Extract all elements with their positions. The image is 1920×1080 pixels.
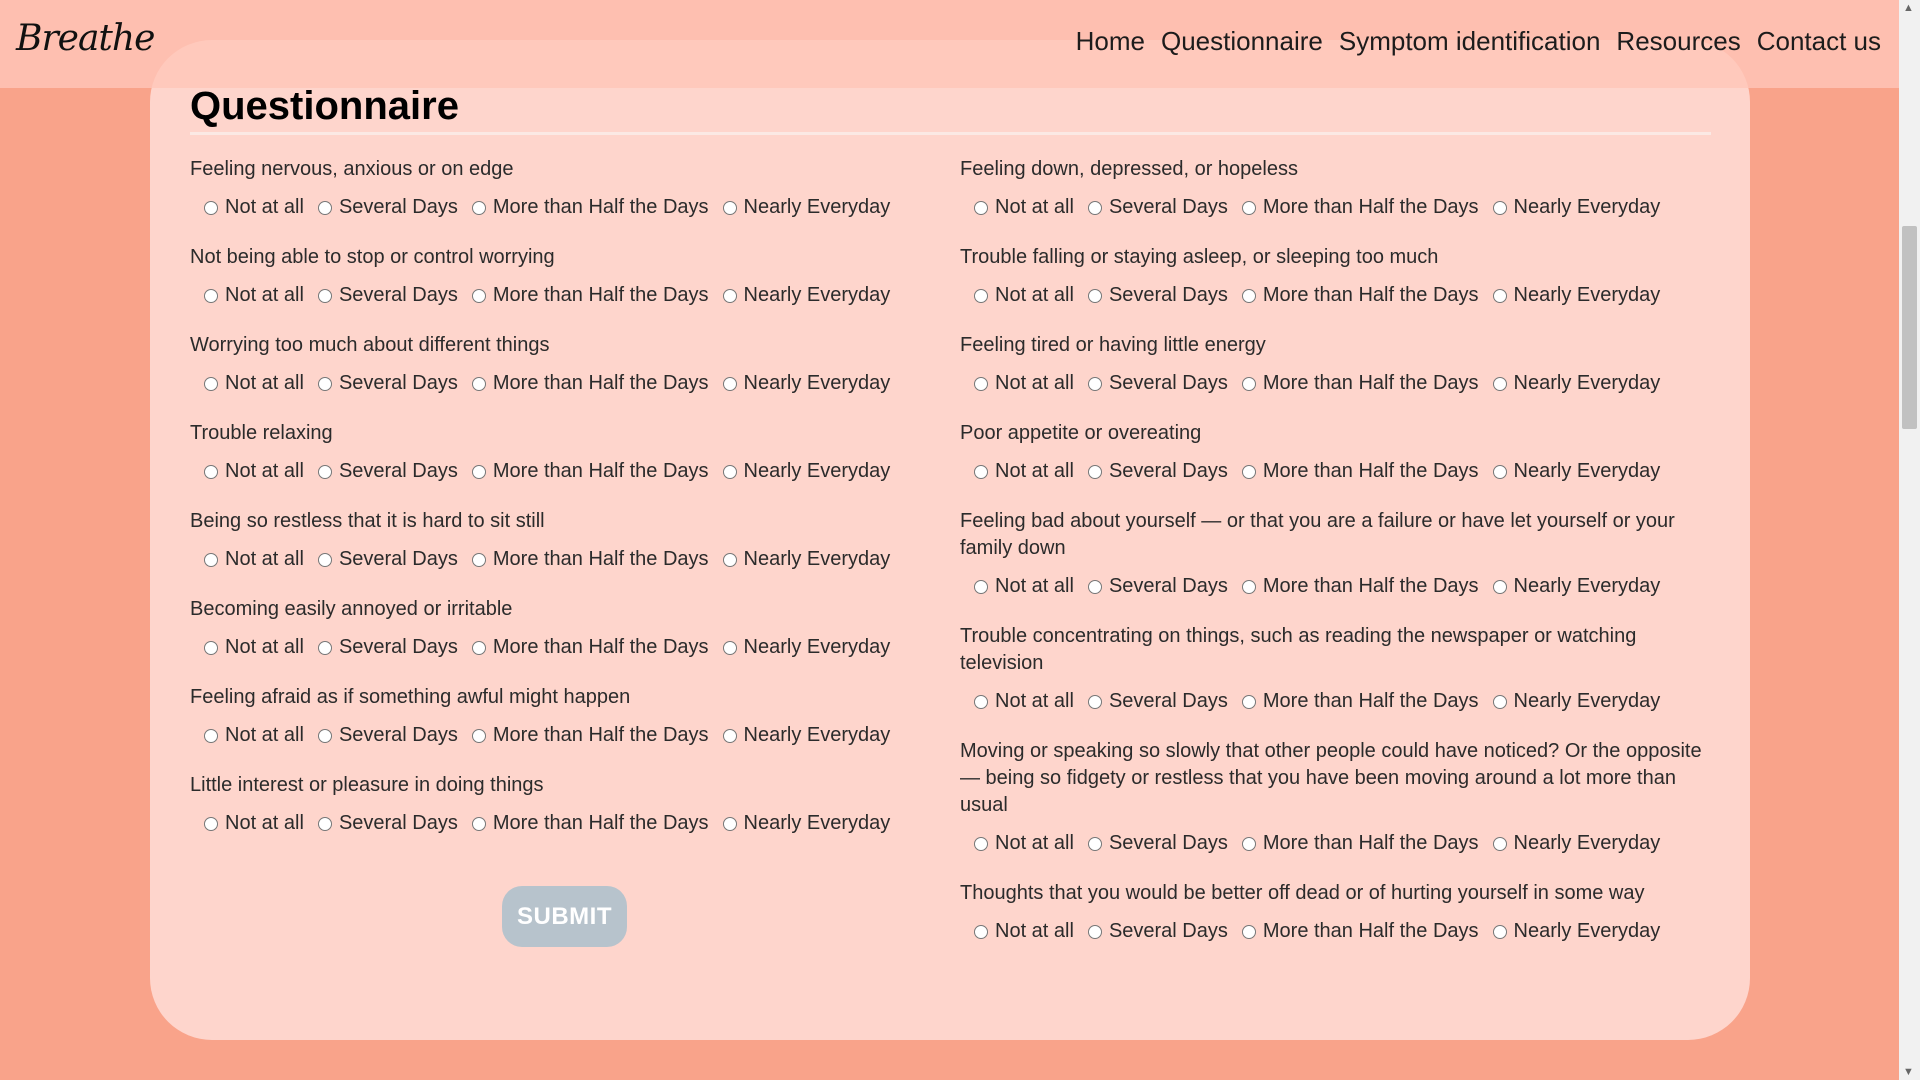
option-not-at-all[interactable]	[200, 196, 304, 219]
option-several-days[interactable]	[1084, 372, 1228, 395]
radio-nearly-everyday[interactable]	[1493, 465, 1507, 479]
scroll-up-arrow-icon[interactable]: ▲	[1903, 2, 1914, 14]
radio-nearly-everyday[interactable]	[723, 289, 737, 303]
option-several-days[interactable]	[1084, 284, 1228, 307]
radio-nearly-everyday[interactable]	[723, 553, 737, 567]
option-label: Not at all	[995, 690, 1074, 712]
option-nearly-everyday[interactable]	[719, 724, 891, 747]
radio-nearly-everyday[interactable]	[1493, 377, 1507, 391]
answer-options	[970, 196, 1720, 219]
option-nearly-everyday[interactable]	[719, 372, 891, 395]
radio-several-days[interactable]	[1088, 465, 1102, 479]
option-several-days[interactable]	[1084, 920, 1228, 943]
nav-links	[1076, 26, 1881, 57]
option-label: Nearly Everyday	[1513, 920, 1661, 942]
option-label: Nearly Everyday	[1513, 372, 1661, 394]
radio-not-at-all[interactable]	[204, 817, 218, 831]
question-text: Thoughts that you would be better off dead or of hurting yourself in some way	[960, 882, 1645, 904]
option-label: More than Half the Days	[492, 548, 709, 570]
radio-nearly-everyday[interactable]	[723, 641, 737, 655]
radio-not-at-all[interactable]	[974, 925, 988, 939]
radio-more-than-half[interactable]	[1242, 837, 1256, 851]
question-text: Trouble relaxing	[190, 422, 333, 444]
option-several-days[interactable]	[314, 548, 458, 571]
question-item	[190, 156, 950, 219]
radio-several-days[interactable]	[318, 729, 332, 743]
option-more-than-half[interactable]	[468, 284, 709, 307]
option-label: Nearly Everyday	[743, 812, 891, 834]
option-not-at-all[interactable]	[970, 690, 1074, 713]
radio-several-days[interactable]	[318, 553, 332, 567]
radio-not-at-all[interactable]	[974, 837, 988, 851]
page-scrollbar[interactable]	[1899, 0, 1920, 1080]
radio-more-than-half[interactable]	[472, 377, 486, 391]
option-several-days[interactable]	[1084, 690, 1228, 713]
radio-several-days[interactable]	[1088, 201, 1102, 215]
question-text: Feeling bad about yourself — or that you are a failure or have let yourself or your family down	[960, 510, 1675, 559]
option-nearly-everyday[interactable]	[1489, 460, 1661, 483]
radio-several-days[interactable]	[1088, 289, 1102, 303]
radio-several-days[interactable]	[318, 201, 332, 215]
question-item	[960, 508, 1720, 598]
option-not-at-all[interactable]	[200, 372, 304, 395]
question-text: Trouble concentrating on things, such as reading the newspaper or watching television	[960, 625, 1637, 674]
radio-more-than-half[interactable]	[472, 817, 486, 831]
radio-more-than-half[interactable]	[1242, 289, 1256, 303]
answer-options	[970, 372, 1720, 395]
title-divider	[190, 132, 1711, 135]
radio-several-days[interactable]	[318, 641, 332, 655]
radio-more-than-half[interactable]	[1242, 201, 1256, 215]
option-nearly-everyday[interactable]	[1489, 372, 1661, 395]
option-several-days[interactable]	[314, 460, 458, 483]
answer-options	[200, 284, 950, 307]
option-label: Not at all	[995, 460, 1074, 482]
question-item	[960, 420, 1720, 483]
option-several-days[interactable]	[314, 372, 458, 395]
option-label: Several Days	[338, 636, 458, 658]
option-label: Several Days	[1108, 284, 1228, 306]
radio-more-than-half[interactable]	[1242, 465, 1256, 479]
option-several-days[interactable]	[314, 812, 458, 835]
radio-nearly-everyday[interactable]	[1493, 289, 1507, 303]
question-item	[190, 420, 950, 483]
option-label: Nearly Everyday	[743, 196, 891, 218]
option-more-than-half[interactable]	[468, 460, 709, 483]
radio-several-days[interactable]	[1088, 377, 1102, 391]
option-several-days[interactable]	[314, 196, 458, 219]
option-not-at-all[interactable]	[200, 636, 304, 659]
option-label: More than Half the Days	[1262, 920, 1479, 942]
option-more-than-half[interactable]	[468, 636, 709, 659]
radio-several-days[interactable]	[1088, 580, 1102, 594]
radio-several-days[interactable]	[318, 817, 332, 831]
option-label: Nearly Everyday	[743, 636, 891, 658]
option-label: Several Days	[1108, 920, 1228, 942]
radio-more-than-half[interactable]	[472, 553, 486, 567]
radio-more-than-half[interactable]	[1242, 377, 1256, 391]
question-text: Feeling down, depressed, or hopeless	[960, 158, 1298, 180]
option-label: Not at all	[995, 920, 1074, 942]
option-label: Nearly Everyday	[1513, 460, 1661, 482]
option-more-than-half[interactable]	[468, 548, 709, 571]
option-label: Not at all	[995, 575, 1074, 597]
option-not-at-all[interactable]	[200, 812, 304, 835]
option-not-at-all[interactable]	[970, 284, 1074, 307]
option-label: Several Days	[338, 724, 458, 746]
option-nearly-everyday[interactable]	[1489, 832, 1661, 855]
option-more-than-half[interactable]	[468, 812, 709, 835]
option-label: More than Half the Days	[492, 196, 709, 218]
option-several-days[interactable]	[1084, 832, 1228, 855]
option-label: More than Half the Days	[1262, 832, 1479, 854]
radio-several-days[interactable]	[1088, 837, 1102, 851]
nav-item-questionnaire[interactable]: Questionnaire	[1160, 26, 1323, 56]
option-label: Nearly Everyday	[1513, 832, 1661, 854]
scrollbar-thumb[interactable]	[1902, 226, 1917, 429]
option-not-at-all[interactable]	[970, 196, 1074, 219]
option-not-at-all[interactable]	[970, 372, 1074, 395]
option-label: Nearly Everyday	[1513, 284, 1661, 306]
scroll-down-arrow-icon[interactable]: ▼	[1903, 1066, 1914, 1078]
radio-more-than-half[interactable]	[472, 289, 486, 303]
radio-nearly-everyday[interactable]	[1493, 580, 1507, 594]
question-text: Trouble falling or staying asleep, or sleeping too much	[960, 246, 1439, 268]
option-several-days[interactable]	[1084, 460, 1228, 483]
option-nearly-everyday[interactable]	[1489, 284, 1661, 307]
answer-options	[200, 812, 950, 835]
option-label: Several Days	[1108, 460, 1228, 482]
option-several-days[interactable]	[314, 724, 458, 747]
option-label: Not at all	[225, 372, 304, 394]
answer-options	[200, 372, 950, 395]
radio-more-than-half[interactable]	[472, 641, 486, 655]
option-label: Not at all	[225, 636, 304, 658]
option-more-than-half[interactable]	[468, 196, 709, 219]
radio-several-days[interactable]	[1088, 695, 1102, 709]
option-label: Not at all	[995, 284, 1074, 306]
option-label: Not at all	[225, 812, 304, 834]
radio-several-days[interactable]	[318, 377, 332, 391]
option-more-than-half[interactable]	[1238, 372, 1479, 395]
radio-nearly-everyday[interactable]	[723, 377, 737, 391]
option-label: Nearly Everyday	[743, 284, 891, 306]
question-item	[190, 244, 950, 307]
option-label: Nearly Everyday	[1513, 575, 1661, 597]
question-text: Moving or speaking so slowly that other people could have noticed? Or the opposite — being so fidgety or restless that you have been moving around a lot more than usual	[960, 740, 1702, 816]
page-title: Questionnaire	[190, 84, 459, 128]
radio-nearly-everyday[interactable]	[1493, 695, 1507, 709]
option-more-than-half[interactable]	[1238, 284, 1479, 307]
option-label: Not at all	[225, 284, 304, 306]
option-not-at-all[interactable]	[200, 548, 304, 571]
option-nearly-everyday[interactable]	[1489, 920, 1661, 943]
option-not-at-all[interactable]	[970, 920, 1074, 943]
radio-not-at-all[interactable]	[974, 695, 988, 709]
option-label: Nearly Everyday	[743, 460, 891, 482]
option-not-at-all[interactable]	[970, 460, 1074, 483]
option-more-than-half[interactable]	[1238, 832, 1479, 855]
option-several-days[interactable]	[314, 636, 458, 659]
question-item	[960, 738, 1720, 855]
option-label: Not at all	[995, 832, 1074, 854]
radio-not-at-all[interactable]	[204, 377, 218, 391]
option-several-days[interactable]	[1084, 575, 1228, 598]
option-label: Several Days	[1108, 690, 1228, 712]
option-label: Not at all	[225, 548, 304, 570]
option-several-days[interactable]	[314, 284, 458, 307]
radio-more-than-half[interactable]	[472, 729, 486, 743]
radio-nearly-everyday[interactable]	[1493, 837, 1507, 851]
option-label: More than Half the Days	[492, 372, 709, 394]
question-text: Not being able to stop or control worrying	[190, 246, 555, 268]
option-label: Several Days	[338, 196, 458, 218]
option-nearly-everyday[interactable]	[719, 548, 891, 571]
option-label: Several Days	[1108, 832, 1228, 854]
option-not-at-all[interactable]	[970, 832, 1074, 855]
answer-options	[970, 460, 1720, 483]
answer-options	[970, 832, 1720, 855]
question-text: Worrying too much about different things	[190, 334, 550, 356]
option-label: Several Days	[338, 284, 458, 306]
option-label: Not at all	[225, 724, 304, 746]
question-text: Becoming easily annoyed or irritable	[190, 598, 513, 620]
option-nearly-everyday[interactable]	[719, 636, 891, 659]
radio-more-than-half[interactable]	[1242, 925, 1256, 939]
radio-not-at-all[interactable]	[204, 729, 218, 743]
radio-more-than-half[interactable]	[472, 201, 486, 215]
question-item	[190, 332, 950, 395]
option-nearly-everyday[interactable]	[719, 284, 891, 307]
option-label: Not at all	[995, 372, 1074, 394]
option-label: More than Half the Days	[1262, 372, 1479, 394]
nav-item-contact-us[interactable]: Contact us	[1756, 26, 1881, 56]
option-more-than-half[interactable]	[468, 372, 709, 395]
option-label: More than Half the Days	[1262, 690, 1479, 712]
answer-options	[970, 690, 1720, 713]
answer-options	[200, 724, 950, 747]
navbar	[0, 0, 1899, 88]
option-label: More than Half the Days	[492, 812, 709, 834]
question-item	[960, 332, 1720, 395]
question-item	[960, 156, 1720, 219]
answer-options	[200, 196, 950, 219]
answer-options	[970, 284, 1720, 307]
radio-not-at-all[interactable]	[204, 553, 218, 567]
radio-not-at-all[interactable]	[204, 201, 218, 215]
radio-not-at-all[interactable]	[974, 580, 988, 594]
option-label: Several Days	[1108, 372, 1228, 394]
radio-nearly-everyday[interactable]	[723, 465, 737, 479]
option-label: Not at all	[995, 196, 1074, 218]
option-not-at-all[interactable]	[200, 284, 304, 307]
option-label: Nearly Everyday	[1513, 196, 1661, 218]
option-label: Several Days	[1108, 196, 1228, 218]
radio-not-at-all[interactable]	[204, 641, 218, 655]
option-label: More than Half the Days	[1262, 575, 1479, 597]
radio-not-at-all[interactable]	[974, 465, 988, 479]
option-label: More than Half the Days	[1262, 196, 1479, 218]
option-more-than-half[interactable]	[1238, 920, 1479, 943]
option-nearly-everyday[interactable]	[1489, 575, 1661, 598]
question-item	[960, 880, 1720, 943]
option-more-than-half[interactable]	[468, 724, 709, 747]
option-nearly-everyday[interactable]	[1489, 196, 1661, 219]
option-label: Several Days	[338, 548, 458, 570]
question-text: Feeling nervous, anxious or on edge	[190, 158, 514, 180]
radio-more-than-half[interactable]	[1242, 580, 1256, 594]
question-text: Feeling afraid as if something awful might happen	[190, 686, 631, 708]
option-more-than-half[interactable]	[1238, 460, 1479, 483]
brand-logo[interactable]: Breathe	[16, 18, 155, 59]
option-more-than-half[interactable]	[1238, 690, 1479, 713]
radio-not-at-all[interactable]	[974, 289, 988, 303]
nav-item-home[interactable]: Home	[1075, 26, 1145, 56]
option-label: Nearly Everyday	[743, 724, 891, 746]
option-label: Several Days	[338, 372, 458, 394]
radio-nearly-everyday[interactable]	[723, 817, 737, 831]
radio-several-days[interactable]	[318, 289, 332, 303]
radio-more-than-half[interactable]	[1242, 695, 1256, 709]
option-label: Several Days	[1108, 575, 1228, 597]
question-item	[960, 244, 1720, 307]
submit-button[interactable]: SUBMIT	[502, 886, 627, 947]
option-label: Nearly Everyday	[1513, 690, 1661, 712]
option-label: Nearly Everyday	[743, 548, 891, 570]
question-item	[960, 623, 1720, 713]
radio-not-at-all[interactable]	[204, 289, 218, 303]
option-label: Several Days	[338, 460, 458, 482]
option-nearly-everyday[interactable]	[719, 196, 891, 219]
answer-options	[970, 920, 1720, 943]
radio-nearly-everyday[interactable]	[1493, 201, 1507, 215]
option-several-days[interactable]	[1084, 196, 1228, 219]
option-nearly-everyday[interactable]	[1489, 690, 1661, 713]
radio-not-at-all[interactable]	[974, 377, 988, 391]
question-item	[190, 508, 950, 571]
radio-not-at-all[interactable]	[204, 465, 218, 479]
option-more-than-half[interactable]	[1238, 196, 1479, 219]
answer-options	[970, 575, 1720, 598]
option-label: Not at all	[225, 460, 304, 482]
question-text: Poor appetite or overeating	[960, 422, 1202, 444]
nav-item-symptom-identification[interactable]: Symptom identification	[1338, 26, 1601, 56]
option-label: More than Half the Days	[492, 636, 709, 658]
radio-nearly-everyday[interactable]	[1493, 925, 1507, 939]
option-not-at-all[interactable]	[970, 575, 1074, 598]
option-label: More than Half the Days	[492, 284, 709, 306]
radio-nearly-everyday[interactable]	[723, 729, 737, 743]
option-label: More than Half the Days	[492, 460, 709, 482]
radio-several-days[interactable]	[1088, 925, 1102, 939]
option-label: Several Days	[338, 812, 458, 834]
radio-not-at-all[interactable]	[974, 201, 988, 215]
question-text: Being so restless that it is hard to sit still	[190, 510, 545, 532]
answer-options	[200, 548, 950, 571]
option-more-than-half[interactable]	[1238, 575, 1479, 598]
option-label: Not at all	[225, 196, 304, 218]
option-label: Nearly Everyday	[743, 372, 891, 394]
question-text: Feeling tired or having little energy	[960, 334, 1266, 356]
option-not-at-all[interactable]	[200, 724, 304, 747]
radio-more-than-half[interactable]	[472, 465, 486, 479]
nav-item-resources[interactable]: Resources	[1616, 26, 1741, 56]
option-label: More than Half the Days	[1262, 460, 1479, 482]
radio-nearly-everyday[interactable]	[723, 201, 737, 215]
question-item	[190, 772, 950, 835]
question-item	[190, 596, 950, 659]
radio-several-days[interactable]	[318, 465, 332, 479]
option-nearly-everyday[interactable]	[719, 460, 891, 483]
answer-options	[200, 636, 950, 659]
answer-options	[200, 460, 950, 483]
option-label: More than Half the Days	[1262, 284, 1479, 306]
question-text: Little interest or pleasure in doing things	[190, 774, 544, 796]
option-label: More than Half the Days	[492, 724, 709, 746]
option-nearly-everyday[interactable]	[719, 812, 891, 835]
option-not-at-all[interactable]	[200, 460, 304, 483]
question-item	[190, 684, 950, 747]
